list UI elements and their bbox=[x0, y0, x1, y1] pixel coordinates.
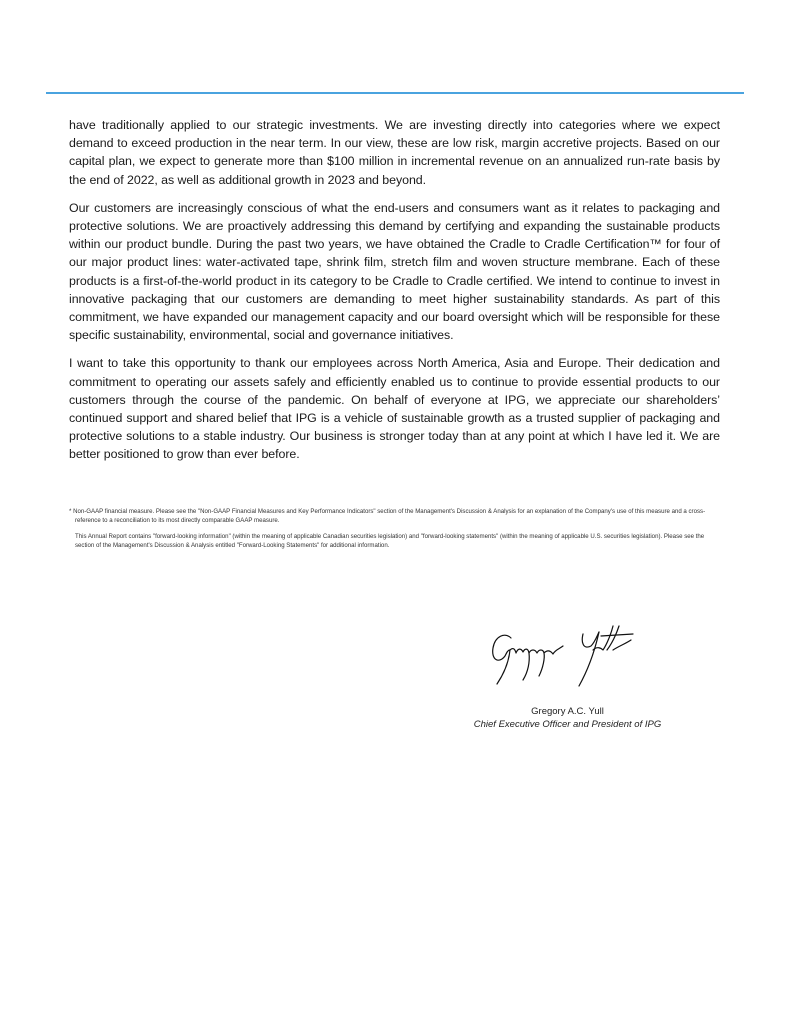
footnote-forward-looking: This Annual Report contains "forward-looking information" (within the meaning of applicable Canadian securities legislation) and "forward-looking statements" (within the meaning of applicable U.S. securities legislation). Please see the section of the Management's Discussion & Analysis entitled "Forward-Looking Statements" for additional information. bbox=[75, 533, 705, 549]
signer-name: Gregory A.C. Yull bbox=[531, 706, 604, 717]
paragraph-3: I want to take this opportunity to thank our employees across North America, Asia and Europe. Their dedication and commitment to operating our assets safely and efficiently enabled us to continue to provide essential products to our customers through the course of the pandemic. On behalf of everyone at IPG, we appreciate our shareholders’ continued support and shared belief that IPG is a vehicle of sustainable growth as a trusted supplier of packaging and protective solutions to a stable industry. Our business is stronger today than at any point at which I have led it. We are better positioned to grow than ever before. bbox=[69, 356, 720, 462]
signer-block bbox=[460, 705, 675, 731]
header-rule bbox=[46, 92, 744, 94]
paragraph-2: Our customers are increasingly conscious of what the end-users and consumers want as it relates to packaging and protective solutions. We are proactively addressing this demand by certifying and expanding the sustainable products within our product bundle. During the past two years, we have obtained the Cradle to Cradle Certification™ for four of our major product lines: water-activated tape, shrink film, stretch film and woven structure membrane. Each of these products is a first-of-the-world product in its category to be Cradle to Cradle certified. We intend to continue to invest in innovative packaging that our customers are demanding to meet higher sustainability standards. As part of this commitment, we have expanded our management capacity and our board oversight which will be responsible for these specific sustainability, environmental, social and governance initiatives. bbox=[69, 200, 720, 343]
footnote-non-gaap: * Non-GAAP financial measure. Please see the "Non-GAAP Financial Measures and Key Performance Indicators" section of the Management's Discussion & Analysis for an explanation of the Company's use of this measure and a cross-reference to a reconciliation to its most directly comparable GAAP measure. bbox=[69, 508, 706, 524]
signature-image bbox=[483, 620, 653, 692]
paragraph-1: have traditionally applied to our strategic investments. We are investing directly into categories where we expect demand to exceed production in the near term. In our view, these are low risk, margin accretive projects. Based on our capital plan, we expect to generate more than $100 million in incremental revenue on an annualized run-rate basis by the end of 2022, as well as additional growth in 2023 and beyond. bbox=[69, 118, 720, 187]
footnotes bbox=[69, 507, 720, 557]
signer-title: Chief Executive Officer and President of IPG bbox=[473, 719, 662, 730]
letter-body bbox=[69, 116, 720, 474]
